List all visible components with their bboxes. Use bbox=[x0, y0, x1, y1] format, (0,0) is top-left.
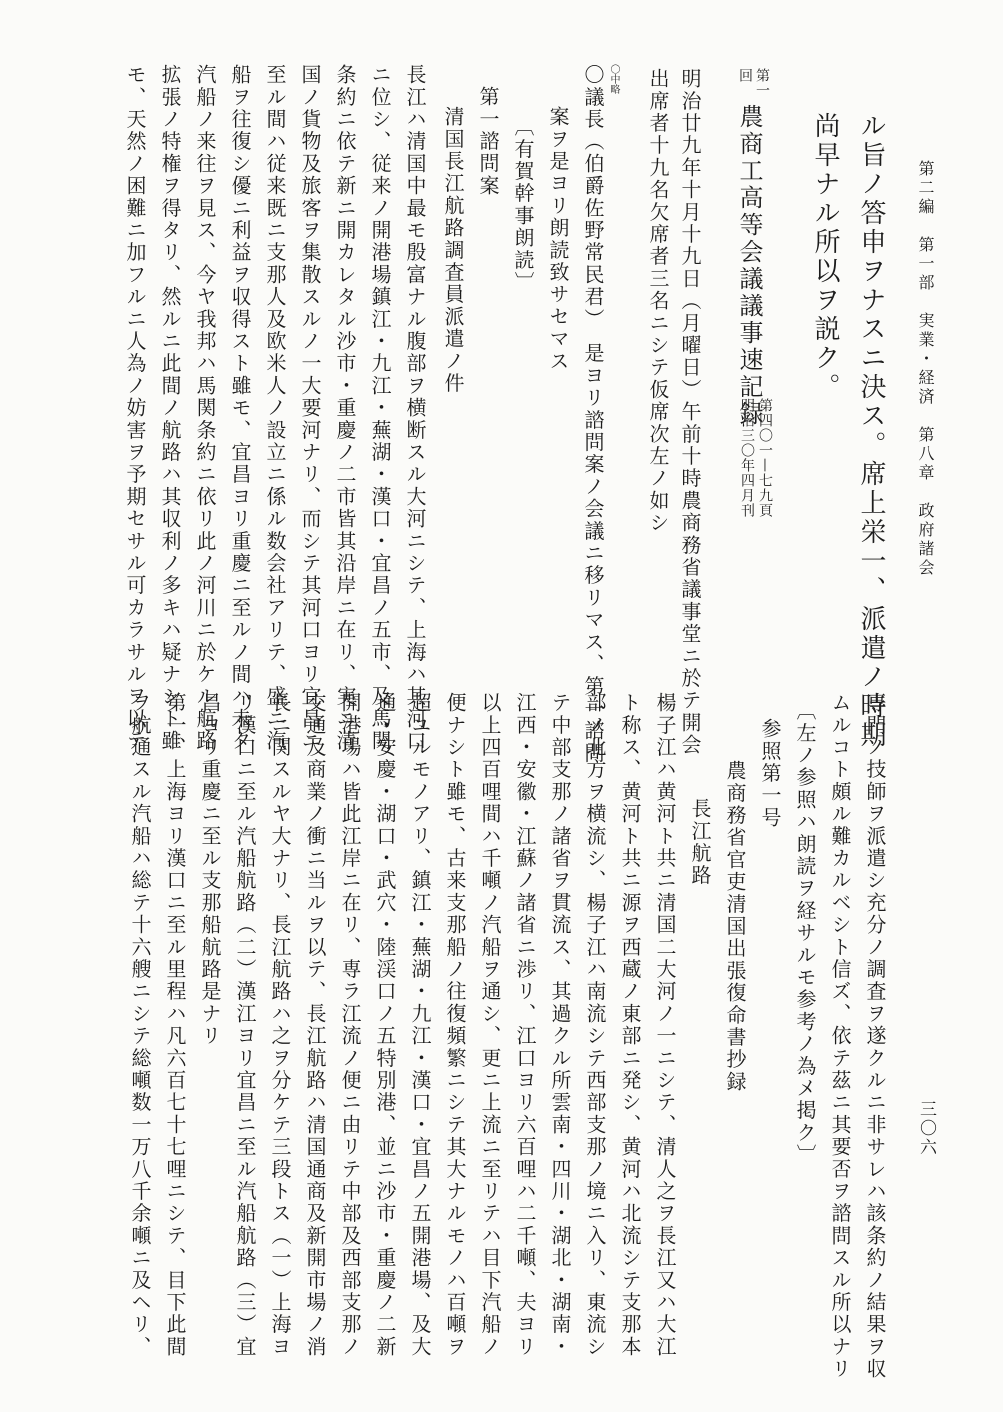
inquiry-body-line: モ、天然ノ困難ニ加フルニ人為ノ妨害ヲ予期セサル可カラサルヲ以テ bbox=[123, 64, 147, 753]
meeting-label-2: 回 bbox=[737, 68, 753, 83]
inquiry-body-line: 長江ハ清国中最モ殷富ナル腹部ヲ横断スル大河ニシテ、上海ハ其河口 bbox=[403, 64, 427, 753]
reference-body-line: 交通及商業ノ衝ニ当ルヲ以テ、長江航路ハ清国通商及新開市場ノ消 bbox=[303, 692, 327, 1358]
reference-subheading: 長江航路 bbox=[688, 798, 712, 887]
inquiry-body-line: 拡張ノ特権ヲ得タリ、然ルニ此間ノ航路ハ其収利ノ多キハ疑ナシト雖 bbox=[158, 64, 182, 753]
page-number: 三〇六 bbox=[916, 1100, 936, 1157]
reference-body-line: 昌ヨリ重慶ニ至ル支那船航路是ナリ bbox=[198, 692, 222, 1048]
reference-body-line: ト称ス、黄河ト共ニ源ヲ西蔵ノ東部ニ発シ、黄河ハ北流シテ支那本 bbox=[618, 692, 642, 1358]
intro-line-2: 尚早ナル所以ヲ説ク。 bbox=[810, 112, 840, 402]
inquiry-body-line: 条約ニ依テ新ニ開カレタル沙市・重慶ノ二市皆其沿岸ニ在リ、実ニ清 bbox=[333, 64, 357, 753]
meeting-title: 農商工高等会議議事速記録 bbox=[735, 104, 763, 428]
meeting-label-1: 第一 bbox=[754, 68, 770, 98]
reference-body-line: 長ニ関スルヤ大ナリ、長江航路ハ之ヲ分ケテ三段トス（一）上海ヨ bbox=[268, 692, 292, 1358]
meeting-date-line: 明治廿九年十月十九日（月曜日）午前十時農商務省議事堂ニ於テ開会 bbox=[678, 68, 702, 757]
inquiry-heading: 第一諮問案 bbox=[476, 86, 500, 197]
reference-body-line: 楊子江ハ黄河ト共ニ清国二大河ノ一ニシテ、清人之ヲ長江又ハ大江 bbox=[653, 692, 677, 1358]
inquiry-body-line: 汽船ノ来往ヲ見ス、今ヤ我邦ハ馬関条約ニ依リ此ノ河川ニ於ケル航路 bbox=[193, 64, 217, 753]
inquiry-body-line: ニ位シ、従来ノ開港場鎮江・九江・蕪湖・漢口・宜昌ノ五市、及馬関 bbox=[368, 64, 392, 753]
lower-line: 専門ノ技師ヲ派遣シ充分ノ調査ヲ遂クルニ非サレハ該条約ノ結果ヲ収 bbox=[863, 692, 887, 1381]
inquiry-body-line: 船ヲ往復シ優ニ利益ヲ収得スト雖モ、宜昌ヨリ重慶ニ至ルノ間ハ未タ bbox=[228, 64, 252, 753]
reading-note: 〔有賀幹事朗読〕 bbox=[511, 116, 535, 294]
source-note-1: 第四〇一—七九頁 bbox=[757, 398, 773, 518]
reference-body-line: 第一、上海ヨリ漢口ニ至ル里程ハ凡六百七十七哩ニシテ、目下此間 bbox=[163, 692, 187, 1358]
reference-body-line: テ中部支那ノ諸省ヲ貫流ス、其過クル所雲南・四川・湖北・湖南・ bbox=[548, 692, 572, 1358]
attendance-line: 出席者十九名欠席者三名ニシテ仮席次左ノ如シ bbox=[646, 68, 670, 535]
reference-body-line: 開港場ハ皆此江岸ニ在リ、専ラ江流ノ便ニ由リテ中部及西部支那ノ bbox=[338, 692, 362, 1358]
reference-body-line: 便ナシト雖モ、古来支那船ノ往復頻繁ニシテ其大ナルモノハ百噸ヲ bbox=[443, 692, 467, 1358]
inquiry-body-line: 至ル間ハ従来既ニ支那人及欧米人ノ設立ニ係ル数会社アリテ、盛ニ汽 bbox=[263, 64, 287, 753]
reference-body-line: 部ノ北方ヲ横流シ、楊子江ハ南流シテ西部支那ノ境ニ入リ、東流シ bbox=[583, 692, 607, 1359]
reference-title: 農商務省官吏清国出張復命書抄録 bbox=[723, 760, 747, 1093]
running-title: 第二編 第一部 実業・経済 第八章 政府諸会 bbox=[916, 160, 935, 578]
intro-line-1: ル旨ノ答申ヲナスニ決ス。席上栄一、派遣ノ時期 bbox=[856, 112, 886, 750]
reference-body-line: 以上四百哩間ハ千噸ノ汽船ヲ通シ、更ニ上流ニ至リテハ目下汽船ノ bbox=[478, 692, 502, 1358]
omit-note: 〇中略 bbox=[608, 64, 619, 94]
chair-line-2: 案ヲ是ヨリ朗読致サセマス bbox=[546, 106, 570, 373]
inquiry-subject: 清国長江航路調査員派遣ノ件 bbox=[441, 106, 465, 395]
source-note-2: 明治三〇年四月刊 bbox=[739, 398, 755, 518]
reference-note: 〔左ノ参照ハ朗読ヲ経サルモ参考ノ為メ掲ク〕 bbox=[793, 700, 817, 1167]
lower-line: ムルコト頗ル難カルベシト信ズ、依テ茲ニ其要否ヲ諮問スル所以ナリ bbox=[828, 692, 852, 1381]
reference-body-line: 超ユルモノアリ、鎮江・蕪湖・九江・漢口・宜昌ノ五開港場、及大 bbox=[408, 692, 432, 1358]
reference-body-line: 江西・安徽・江蘇ノ諸省ニ渉リ、江口ヨリ六百哩ハ二千噸、夫ヨリ bbox=[513, 692, 537, 1358]
reference-body-line: 通・安慶・湖口・武穴・陸渓口ノ五特別港、並ニ沙市・重慶ノ二新 bbox=[373, 692, 397, 1358]
chair-line: 〇議長（伯爵佐野常民君） 是ヨリ諮問案ノ会議ニ移リマス、第一諮問 bbox=[581, 64, 605, 765]
reference-body-line: ヲ航通スル汽船ハ総テ十六艘ニシテ総噸数一万八千余噸ニ及ヘリ、 bbox=[128, 692, 152, 1358]
reference-body-line: リ漢口ニ至ル汽船航路（二）漢江ヨリ宜昌ニ至ル汽船航路（三）宜 bbox=[233, 692, 257, 1358]
inquiry-body-line: 国ノ貨物及旅客ヲ集散スルノ一大要河ナリ、而シテ其河口ヨリ宜昌ニ bbox=[298, 64, 322, 753]
reference-heading: 参照第一号 bbox=[758, 718, 782, 829]
